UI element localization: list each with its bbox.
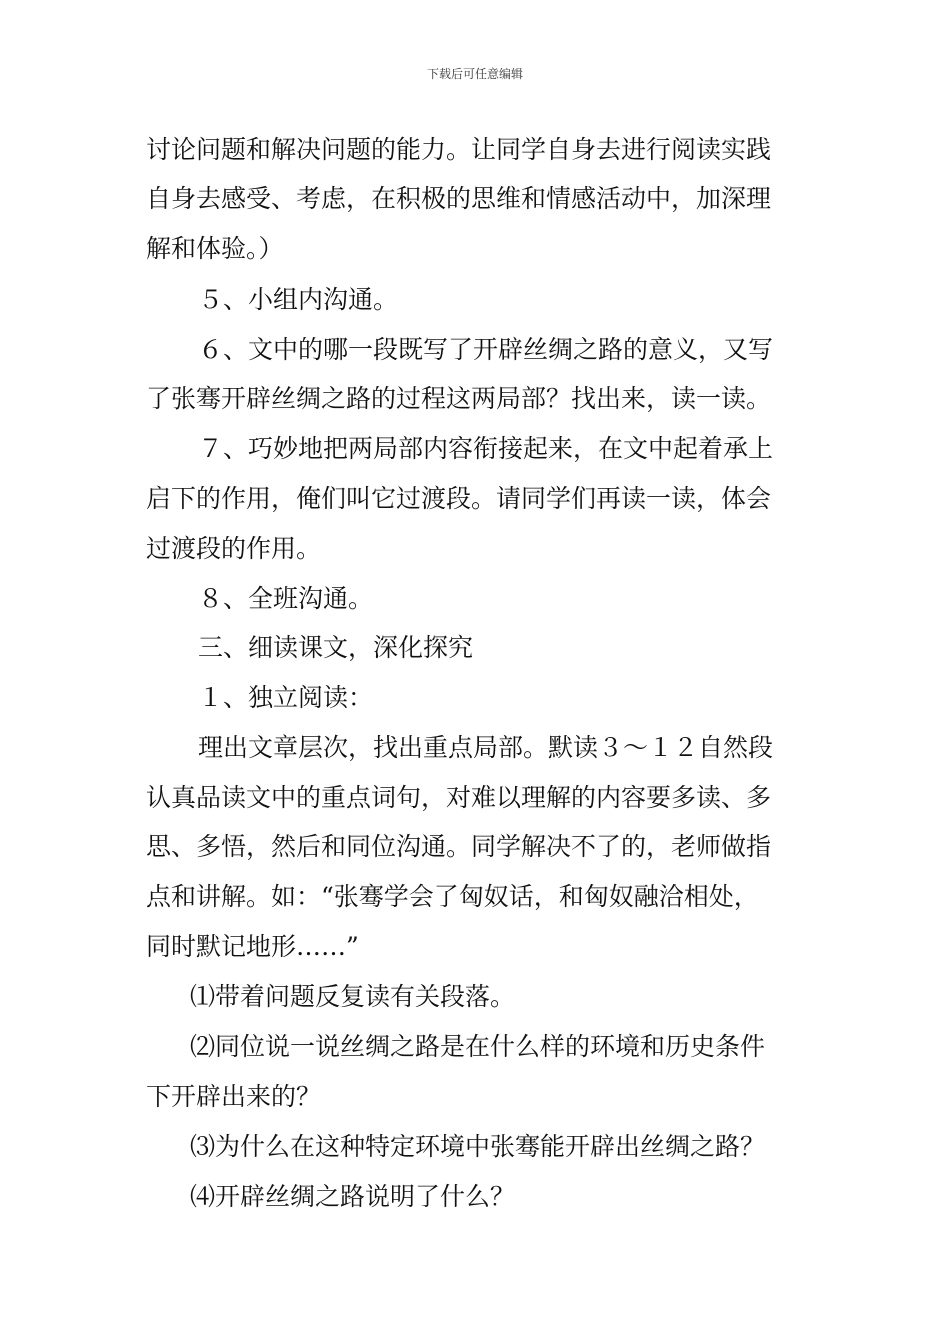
text-line: １、独立阅读： <box>198 683 374 712</box>
text-line: 启下的作用，俺们叫它过渡段。请同学们再读一读，体会 <box>146 484 772 513</box>
text-line: 同时默记地形……” <box>146 932 359 961</box>
text-line: 了张骞开辟丝绸之路的过程这两局部？找出来，读一读。 <box>146 384 772 413</box>
text-line: 下开辟出来的？ <box>146 1082 322 1111</box>
text-line: ⑷开辟丝绸之路说明了什么？ <box>190 1182 516 1211</box>
text-line: ８、全班沟通。 <box>198 584 374 613</box>
text-line: ７、巧妙地把两局部内容衔接起来，在文中起着承上 <box>198 434 774 463</box>
text-line: 认真品读文中的重点词句，对难以理解的内容要多读、多 <box>146 783 772 812</box>
text-line: ６、文中的哪一段既写了开辟丝绸之路的意义，又写 <box>198 335 774 364</box>
section-heading: 三、细读课文，深化探究 <box>198 633 474 662</box>
text-line: 解和体验。） <box>146 234 284 263</box>
text-line: ⑴带着问题反复读有关段落。 <box>190 982 516 1011</box>
text-line: 过渡段的作用。 <box>146 534 322 563</box>
text-line: 点和讲解。如：“张骞学会了匈奴话，和匈奴融洽相处， <box>146 882 759 911</box>
text-line: 思、多悟，然后和同位沟通。同学解决不了的，老师做指 <box>146 832 772 861</box>
text-line: ⑵同位说一说丝绸之路是在什么样的环境和历史条件 <box>190 1032 766 1061</box>
text-line: ⑶为什么在这种特定环境中张骞能开辟出丝绸之路？ <box>190 1132 766 1161</box>
text-line: 理出文章层次，找出重点局部。默读３～１２自然段 <box>198 733 774 762</box>
text-line: 讨论问题和解决问题的能力。让同学自身去进行阅读实践 <box>146 135 772 164</box>
text-line: 自身去感受、考虑，在积极的思维和情感活动中，加深理 <box>146 184 772 213</box>
text-line: ５、小组内沟通。 <box>198 285 399 314</box>
page-header: 下载后可任意编辑 <box>426 67 523 81</box>
